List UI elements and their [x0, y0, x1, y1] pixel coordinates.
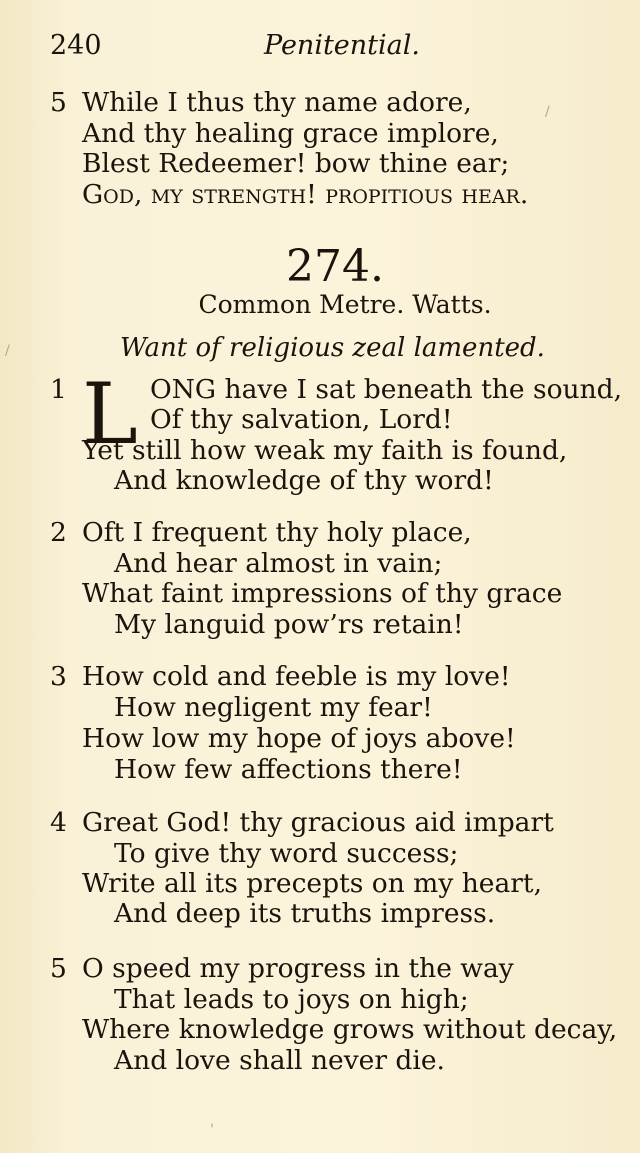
stanza-line: And deep its truths impress. — [114, 898, 496, 929]
verse-line: While I thus thy name adore, — [82, 87, 472, 118]
stanza-line: My languid pow’rs retain! — [114, 609, 464, 640]
hymn-number: 274. — [286, 241, 384, 292]
stanza-line: O speed my progress in the way — [82, 953, 514, 984]
stanza-line: Of thy salvation, Lord! — [150, 404, 453, 435]
drop-cap: L — [82, 365, 138, 463]
stanza-line: What faint impressions of thy grace — [82, 578, 563, 609]
stanza-line: To give thy word success; — [114, 838, 459, 869]
stanza-line: And hear almost in vain; — [114, 548, 443, 579]
stanza-line: Great God! thy gracious aid impart — [82, 807, 554, 838]
stanza-line: How few affections there! — [114, 754, 463, 785]
stanza-number: 1 — [50, 374, 67, 405]
paper-mark: / — [545, 104, 550, 120]
stanza-line: How low my hope of joys above! — [82, 723, 516, 754]
page-number: 240 — [50, 30, 102, 61]
hymn-subject: Want of religious zeal lamented. — [120, 333, 545, 363]
stanza-number: 3 — [50, 661, 67, 692]
stanza-number: 5 — [50, 953, 67, 984]
stanza-line: How cold and feeble is my love! — [82, 661, 511, 692]
stanza-number: 2 — [50, 517, 67, 548]
verse-line: Blest Redeemer! bow thine ear; — [82, 148, 510, 179]
stanza-line: How negligent my fear! — [114, 692, 433, 723]
verse-number: 5 — [50, 87, 67, 118]
stanza-line: Yet still how weak my faith is found, — [82, 435, 568, 466]
stanza-line: Oft I frequent thy holy place, — [82, 517, 472, 548]
stanza-line: Where knowledge grows without decay, — [82, 1014, 618, 1045]
stanza-line: And love shall never die. — [114, 1045, 445, 1076]
paper-mark: / — [5, 343, 10, 359]
paper-mark: ' — [210, 1122, 214, 1138]
verse-line: And thy healing grace implore, — [82, 118, 499, 149]
running-head: Penitential. — [264, 30, 420, 61]
stanza-line: ONG have I sat beneath the sound, — [150, 374, 623, 405]
stanza-line: And knowledge of thy word! — [114, 465, 494, 496]
verse-line: God, my strength! propitious hear. — [82, 179, 529, 210]
stanza-number: 4 — [50, 807, 67, 838]
stanza-line: Write all its precepts on my heart, — [82, 868, 542, 899]
stanza-line: That leads to joys on high; — [114, 984, 469, 1015]
hymn-meter: Common Metre. Watts. — [198, 290, 492, 319]
